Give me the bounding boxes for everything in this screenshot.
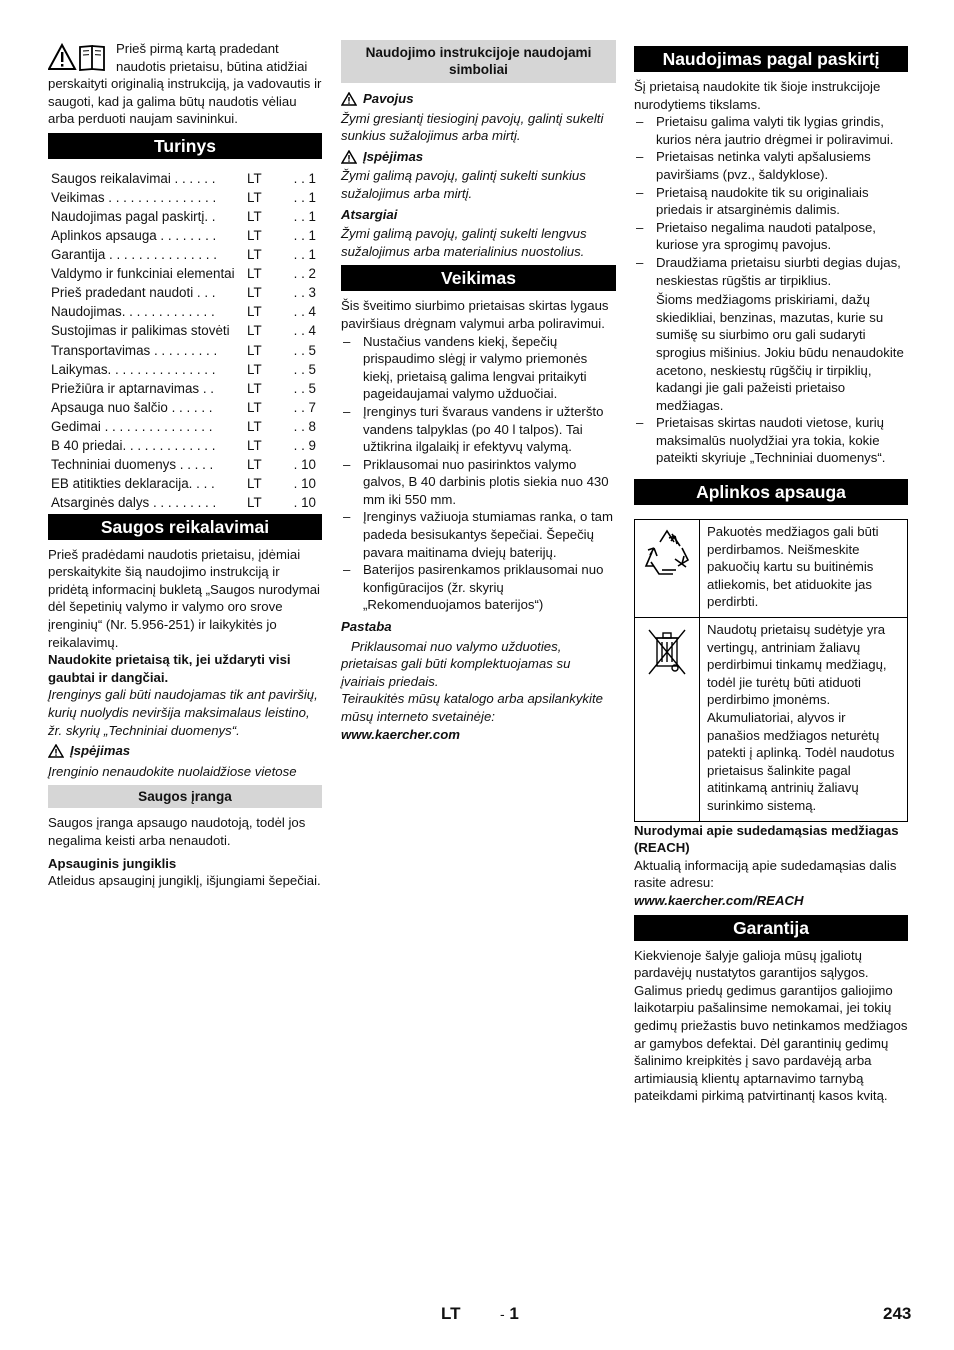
intended-use-sub-text: Šioms medžiagoms priskiriami, dažų skiedikliai, benzinas, mazutas, kurie su sumišę su siurbimo oru gali sudaryti sprogius mišinius. Jokiu būdu nenaudokite acetono, neskiestų rūgščių ir tirpiklių, kadangi jie gali pažeisti prietaiso medžiagas. bbox=[656, 292, 904, 413]
toc-entry-page: . . 1 bbox=[293, 189, 316, 205]
toc-row[interactable] bbox=[48, 417, 322, 436]
list-item: – Prietaisas skirtas naudoti vietose, kurių maksimalūs nuolydžiai yra tokia, kokie pateikti skyriuje „Techniniai duomenys“. bbox=[634, 414, 908, 467]
toc-entry-name: Laikymas. . . . . . . . . . . . . . . bbox=[51, 361, 216, 377]
toc-entry-page: . . 5 bbox=[293, 380, 316, 396]
toc-entry-name: Atsarginės dalys . . . . . . . . . bbox=[51, 495, 217, 511]
toc-entry-lang: LT bbox=[247, 189, 262, 205]
toc-entry-lang: LT bbox=[247, 457, 262, 473]
toc-entry-page: . . 5 bbox=[293, 361, 316, 377]
note-label: Pastaba bbox=[341, 619, 392, 635]
toc-heading: Turinys bbox=[48, 133, 322, 159]
toc-entry-lang: LT bbox=[247, 342, 262, 358]
toc-entry-name: Veikimas . . . . . . . . . . . . . . . bbox=[51, 189, 217, 205]
recycling-icon-cell bbox=[635, 520, 700, 618]
list-item: – Draudžiama prietaisu siurbti degias dujas, neskiestas rūgštis ar tirpiklius. bbox=[634, 254, 908, 289]
toc-entry-lang: LT bbox=[247, 418, 262, 434]
toc-entry-name: Gedimai . . . . . . . . . . . . . . . bbox=[51, 418, 213, 434]
toc-row[interactable] bbox=[48, 264, 322, 283]
toc-entry-name: B 40 priedai. . . . . . . . . . . . . bbox=[51, 438, 216, 454]
safety-switch-text: Atleidus apsauginį jungiklį, išjungiami šepečiai. bbox=[48, 873, 321, 889]
warning-label: Įspėjimas bbox=[341, 148, 616, 166]
toc-entry-lang: LT bbox=[247, 170, 262, 186]
recycling-icon bbox=[642, 526, 692, 582]
toc-entry-page: . . 5 bbox=[293, 342, 316, 358]
toc-row[interactable] bbox=[48, 188, 322, 207]
safety-equipment-heading: Saugos įranga bbox=[48, 785, 322, 808]
toc-entry-lang: LT bbox=[247, 495, 262, 511]
list-item-continuation bbox=[634, 291, 908, 414]
toc-entry-lang: LT bbox=[247, 476, 262, 492]
note-text: Priklausomai nuo valymo užduoties, prietaisas gali būti komplektuojamas su įvairiais priedais. bbox=[341, 638, 571, 689]
toc-entry-name: Naudojimas. . . . . . . . . . . . . bbox=[51, 304, 215, 320]
note-text-2: Teiraukitės mūsų katalogo arba apsilankykite mūsų interneto svetainėje: bbox=[341, 691, 603, 724]
toc-entry-page: . . 9 bbox=[293, 438, 316, 454]
intro-block bbox=[48, 40, 322, 128]
toc-entry-page: . . 4 bbox=[293, 323, 316, 339]
environment-table bbox=[634, 519, 908, 822]
operation-list bbox=[341, 333, 616, 615]
symbols-heading: Naudojimo instrukcijoje naudojami simboliai bbox=[341, 40, 616, 83]
toc-entry-page: . 10 bbox=[293, 495, 316, 511]
toc-entry-page: . . 3 bbox=[293, 285, 316, 301]
toc-row[interactable] bbox=[48, 322, 322, 341]
list-item: – Įrenginys turi švaraus vandens ir užteršto vandens talpyklas (po 40 l talpos). Tai užtikrina ilgalaikį ir efektyvų valymą. bbox=[341, 403, 616, 456]
warning-triangle-icon bbox=[48, 744, 64, 758]
intended-use-list bbox=[634, 113, 908, 467]
toc-entry-page: . . 2 bbox=[293, 266, 316, 282]
safety-heading: Saugos reikalavimai bbox=[48, 514, 322, 540]
list-item: – Prietaiso negalima naudoti patalpose, kuriose yra sprogimų pavojus. bbox=[634, 219, 908, 254]
toc-row[interactable] bbox=[48, 455, 322, 474]
safety-italic-note: Įrenginys gali būti naudojamas tik ant paviršių, kurių nuolydis neviršija maksimalaus leistino, žr. skyrių „Techniniai duomenys“. bbox=[48, 687, 318, 738]
intro-icons bbox=[48, 43, 112, 73]
caution-label: Atsargiai bbox=[341, 206, 398, 222]
intended-use-heading: Naudojimas pagal paskirtį bbox=[634, 46, 908, 72]
toc-entry-lang: LT bbox=[247, 323, 262, 339]
environment-heading: Aplinkos apsauga bbox=[634, 479, 908, 505]
safety-intro: Prieš pradėdami naudotis prietaisu, įdėmiai perskaitykite šią naudojimo instrukciją ir pridėtą informacinį bukletą „Saugos nurodymai dėl šepetinių valymo ir valymo oro srove įrenginių“ (Nr. 5.956-251) ir laikykitės jo reikalavimų. bbox=[48, 546, 320, 650]
toc-row[interactable] bbox=[48, 379, 322, 398]
environment-row-packaging bbox=[635, 520, 908, 618]
toc-entry-name: Techniniai duomenys . . . . . bbox=[51, 457, 214, 473]
intended-use-intro: Šį prietaisą naudokite tik šioje instrukcijoje nurodytiems tikslams. bbox=[634, 79, 881, 112]
toc-row[interactable] bbox=[48, 284, 322, 303]
toc-entry-lang: LT bbox=[247, 380, 262, 396]
list-item: – Prietaisą naudokite tik su originaliais priedais ir atsarginėmis dalimis. bbox=[634, 184, 908, 219]
toc-entry-lang: LT bbox=[247, 208, 262, 224]
danger-text: Žymi gresiantį tiesioginį pavojų, galintį sukelti sunkius sužalojimus arba mirtį. bbox=[341, 110, 604, 144]
toc-row[interactable] bbox=[48, 245, 322, 264]
toc-row[interactable] bbox=[48, 169, 322, 188]
column-middle bbox=[341, 40, 616, 743]
toc-entry-name: Valdymo ir funkciniai elementai bbox=[51, 266, 235, 282]
toc-entry-page: . . 8 bbox=[293, 418, 316, 434]
toc-entry-lang: LT bbox=[247, 266, 262, 282]
list-item: – Priklausomai nuo pasirinktos valymo galvos, B 40 darbinis plotis siekia nuo 430 mm iki 550 mm. bbox=[341, 456, 616, 509]
list-item: – Nustačius vandens kiekį, šepečių prispaudimo slėgį ir valymo priemonės kiekį, prietaisą galima lengvai pritaikyti pageidaujamai valymo užduočiai. bbox=[341, 333, 616, 403]
toc-entry-name: Prieš pradedant naudoti . . . bbox=[51, 285, 216, 301]
reach-url-link[interactable]: www.kaercher.com/REACH bbox=[634, 892, 804, 908]
safety-warning-text: Įrenginio nenaudokite nuolaidžiose vietose bbox=[48, 763, 297, 779]
toc-row[interactable] bbox=[48, 207, 322, 226]
crossed-bin-icon-cell bbox=[635, 618, 700, 822]
toc-entry-page: . . 1 bbox=[293, 228, 316, 243]
list-item: – Prietaisas netinka valyti apšalusiems paviršiams (pvz., šaldyklose). bbox=[634, 148, 908, 183]
toc-entry-page: . . 1 bbox=[293, 208, 316, 224]
toc-entry-page: . . 1 bbox=[293, 247, 316, 263]
toc-entry-lang: LT bbox=[247, 361, 262, 377]
toc-entry-name: Garantija . . . . . . . . . . . . . . . bbox=[51, 247, 217, 263]
warning-triangle-icon bbox=[49, 45, 75, 69]
toc-entry-page: . . 4 bbox=[293, 304, 316, 320]
footer-section-page: - 1 bbox=[500, 1304, 519, 1323]
crossed-bin-icon bbox=[645, 624, 689, 680]
list-item: – Prietaisu galima valyti tik lygias grindis, kurios nėra jautrio drėgmei ir poliravimui. bbox=[634, 113, 908, 148]
reach-text: Aktualią informaciją apie sudedamąsias dalis rasite adresu: bbox=[634, 857, 897, 891]
toc-row[interactable] bbox=[48, 303, 322, 322]
toc-table bbox=[48, 169, 322, 513]
toc-entry-lang: LT bbox=[247, 399, 262, 415]
toc-entry-name: Sustojimas ir palikimas stovėti bbox=[51, 323, 230, 339]
toc-row[interactable] bbox=[48, 341, 322, 360]
toc-entry-lang: LT bbox=[247, 285, 262, 301]
safety-warning-label: Įspėjimas bbox=[48, 742, 322, 760]
safety-bold-note: Naudokite prietaisą tik, jei uždaryti visi gaubtai ir dangčiai. bbox=[48, 652, 291, 685]
toc-entry-page: . . 1 bbox=[293, 170, 316, 186]
environment-row-disposal bbox=[635, 618, 908, 822]
warning-triangle-icon bbox=[341, 92, 357, 106]
danger-label: Pavojus bbox=[341, 90, 616, 108]
page-footer bbox=[0, 1305, 954, 1329]
warranty-heading: Garantija bbox=[634, 915, 908, 941]
operation-heading: Veikimas bbox=[341, 265, 616, 291]
list-item: – Įrenginys važiuoja stumiamas ranka, o tam padeda besisukantys šepečiai. Šepečių pavara maitinama dviejų baterijų. bbox=[341, 508, 616, 561]
toc-entry-name: Naudojimas pagal paskirtį. . bbox=[51, 208, 216, 224]
toc-entry-lang: LT bbox=[247, 247, 262, 263]
footer-page-number: 243 bbox=[883, 1304, 912, 1323]
intro-text: Prieš pirmą kartą pradedant naudotis prietaisu, būtina atidžiai perskaityti originalią instrukciją, ja vadovautis ir saugoti, kad ja galima būtų naudotis vėliau arba perduoti naujam savininkui. bbox=[48, 41, 322, 127]
column-left bbox=[48, 40, 322, 890]
toc-entry-name: EB atitikties deklaracija. . . . bbox=[51, 476, 215, 492]
toc-entry-name: Apsauga nuo šalčio . . . . . . bbox=[51, 399, 213, 415]
note-url-link[interactable]: www.kaercher.com bbox=[341, 726, 460, 742]
environment-packaging-text: Pakuotės medžiagos gali būti perdirbamos. Neišmeskite pakuočių kartu su buitinėmis atliekomis, bet atiduokite jas perdirbti. bbox=[700, 520, 908, 618]
environment-disposal-text: Naudotų prietaisų sudėtyje yra vertingų, antriniam žaliavų perdirbimui tinkamų medžiagų, todėl jie turėtų būti atiduoti perdirbimo įmonėms. Akumuliatoriai, alyvos ir panašios medžiagos neturėtų patekti į aplinką. Todėl naudotus prietaisus šalinkite pagal atitinkamą antrinių žaliavų surinkimo sistemą. bbox=[700, 618, 908, 822]
toc-entry-page: . 10 bbox=[293, 457, 316, 473]
list-item: – Baterijos pasirenkamos priklausomai nuo konfigūracijos (žr. skyrių „Rekomenduojamos baterijos“) bbox=[341, 561, 616, 614]
safety-switch-title: Apsauginis jungiklis bbox=[48, 855, 177, 871]
toc-entry-name: Saugos reikalavimai . . . . . . bbox=[51, 170, 216, 186]
toc-row[interactable] bbox=[48, 494, 322, 513]
toc-row[interactable] bbox=[48, 398, 322, 417]
toc-entry-lang: LT bbox=[247, 228, 262, 243]
warranty-text: Kiekvienoje šalyje galioja mūsų įgaliotų pardavėjų nustatytos garantijos sąlygos. Galimus priedų gedimus garantijos galiojimo laikotarpiu pašalinsime nemokamai, jei tokių gedimų priežastis buvo netinkamos medžiagos ar gamybos defektai. Dėl garantinių gedimų šalinimo kreipkitės į savo pardavėją arba artimiausią klientų aptarnavimo tarnybą pateikdami pirkimą patvirtinantį kasos kvitą. bbox=[634, 947, 908, 1104]
toc-entry-page: . 10 bbox=[293, 476, 316, 492]
toc-row[interactable] bbox=[48, 360, 322, 379]
safety-equipment-text: Saugos įranga apsaugo naudotoją, todėl jos negalima keisti arba nenaudoti. bbox=[48, 815, 306, 848]
warning-text: Žymi galimą pavojų, galintį sukelti sunkius sužalojimus arba mirtį. bbox=[341, 168, 586, 201]
manual-book-icon bbox=[80, 46, 104, 70]
reach-title: Nurodymai apie sudedamąsias medžiagas (REACH) bbox=[634, 822, 899, 856]
operation-intro: Šis šveitimo siurbimo prietaisas skirtas lygaus paviršiaus drėgnam valymui arba poliravimui. bbox=[341, 298, 609, 331]
footer-language: LT bbox=[441, 1304, 461, 1323]
toc-entry-lang: LT bbox=[247, 438, 262, 454]
caution-text: Žymi galimą pavojų, galintį sukelti lengvus sužalojimus arba materialinius nuostolius. bbox=[341, 226, 587, 259]
toc-entry-lang: LT bbox=[247, 304, 262, 320]
column-right bbox=[634, 40, 908, 1105]
toc-row[interactable] bbox=[48, 474, 322, 493]
toc-entry-page: . . 7 bbox=[293, 399, 316, 415]
toc-entry-name: Transportavimas . . . . . . . . . bbox=[51, 342, 218, 358]
toc-row[interactable] bbox=[48, 226, 322, 245]
warning-triangle-icon bbox=[341, 150, 357, 164]
toc-entry-name: Priežiūra ir aptarnavimas . . bbox=[51, 380, 214, 396]
toc-row[interactable] bbox=[48, 436, 322, 455]
toc-entry-name: Aplinkos apsauga . . . . . . . . bbox=[51, 228, 217, 243]
